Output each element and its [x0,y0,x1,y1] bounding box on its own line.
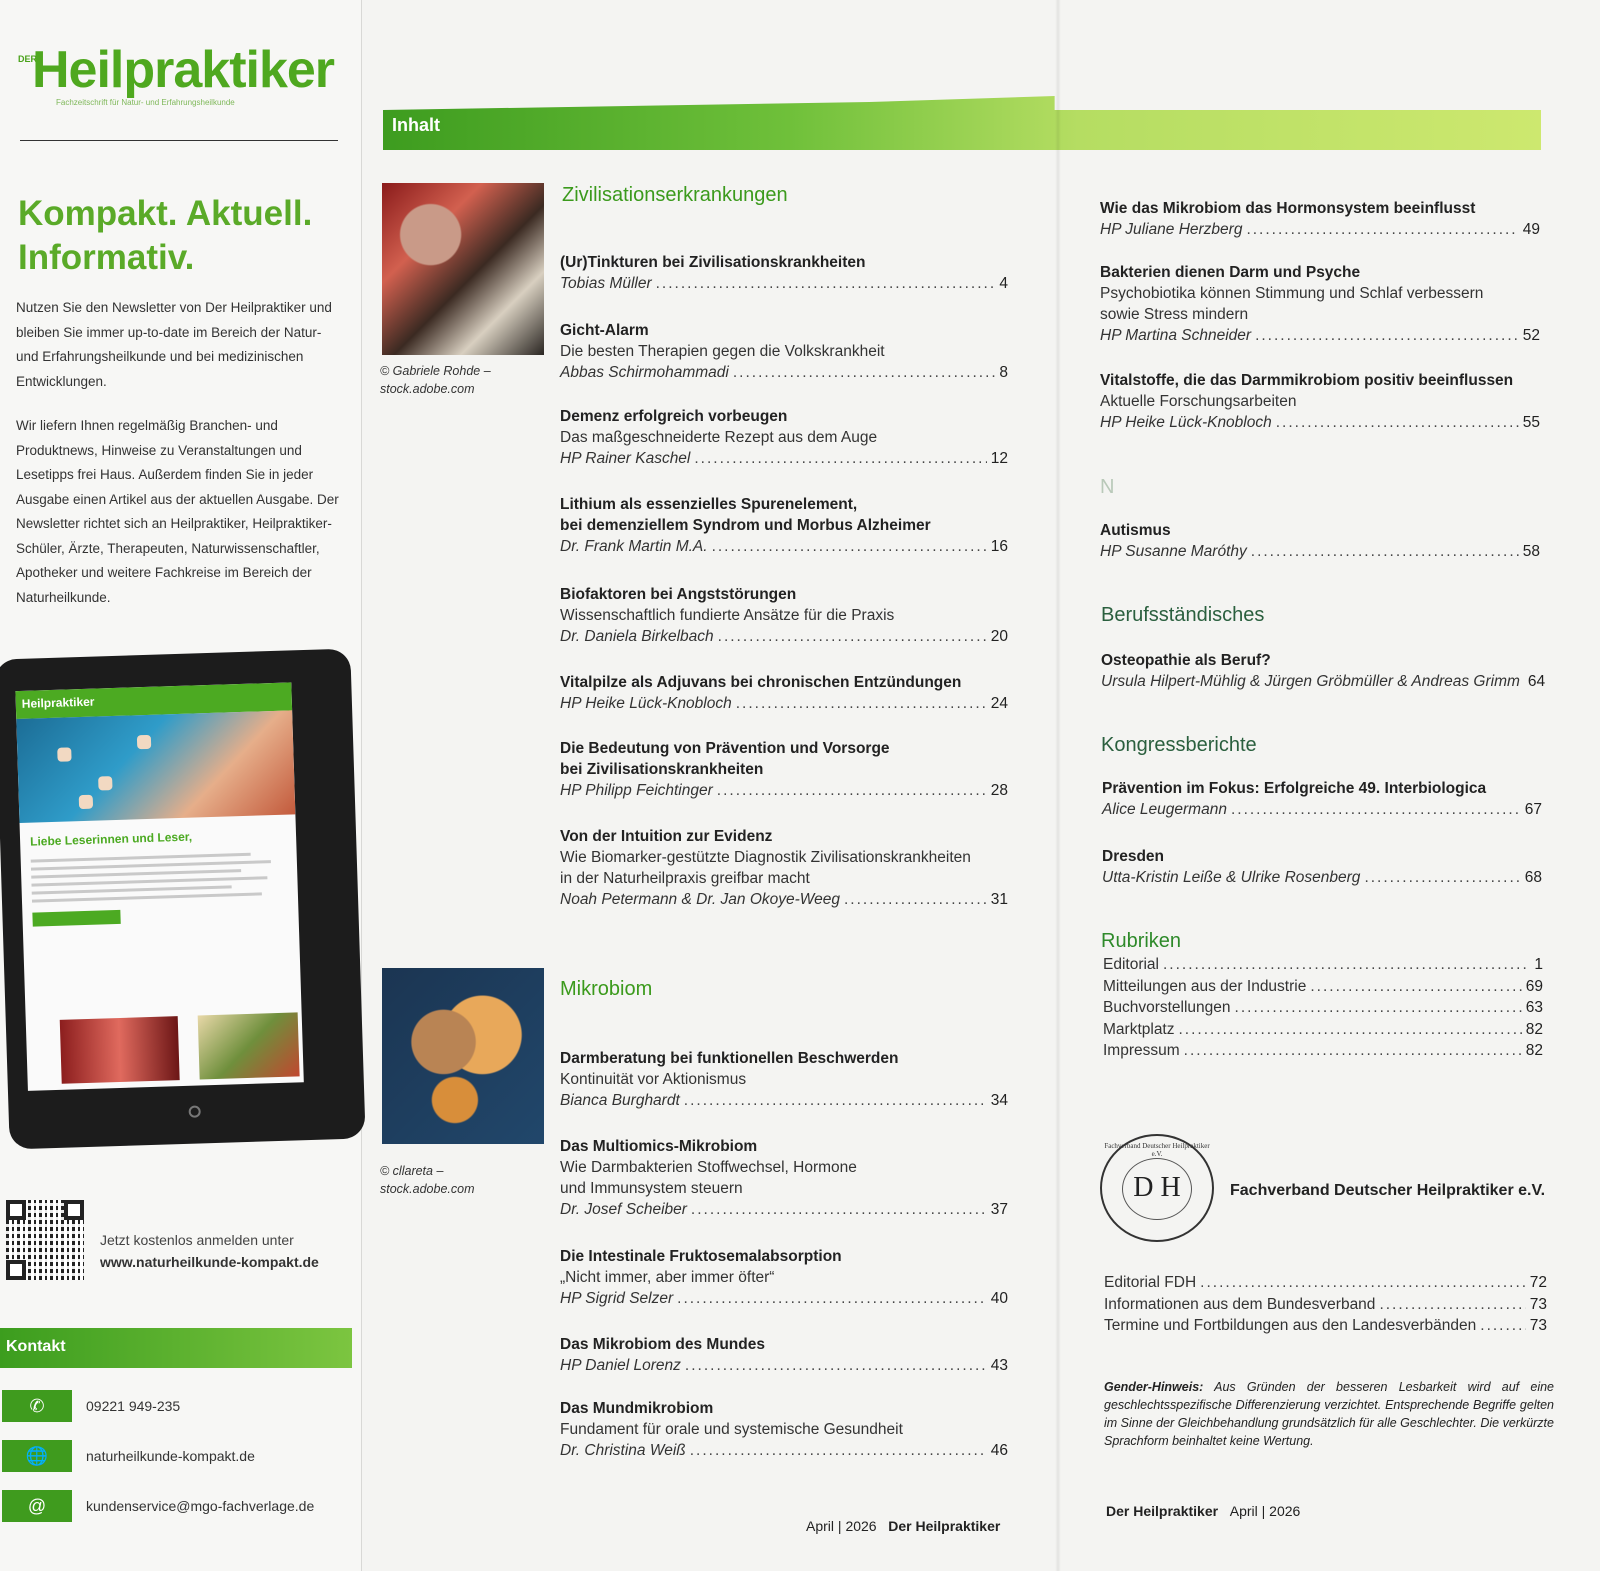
entry-subtitle: Fundament für orale und systemische Gesundheit [560,1421,903,1438]
section-photo-mikrobiom [382,968,544,1144]
entry-author: HP Heike Lück-Knobloch [1100,414,1272,431]
toc-row [1104,1315,1547,1336]
leader-dots [717,780,987,801]
entry-subtitle: Das maßgeschneiderte Rezept aus dem Auge [560,429,878,446]
toc-entry [560,1246,1008,1309]
contact-web [0,1440,352,1472]
tablet-cta-button [32,910,120,927]
leader-dots [1235,997,1522,1018]
divider [20,140,338,141]
leader-dots [733,362,996,383]
row-label: Buchvorstellungen [1103,999,1231,1016]
toc-entry [1100,520,1540,562]
tablet-photo [198,1012,300,1079]
entry-author-row [560,1440,1008,1461]
entry-page-number: 52 [1522,327,1540,344]
section-heading-rubriken: Rubriken [1101,930,1182,952]
qr-code [6,1200,84,1280]
entry-page-number: 8 [999,364,1008,381]
entry-subtitle: Aktuelle Forschungsarbeiten [1100,393,1297,410]
entry-author: HP Daniel Lorenz [560,1357,681,1374]
toc-entry [560,1398,1008,1461]
contact-email-text: kundenservice@mgo-fachverlage.de [86,1498,315,1514]
entry-title: Das Mikrobiom des Mundes [560,1336,765,1353]
entry-author: HP Susanne Maróthy [1100,543,1247,560]
entry-subtitle: Die besten Therapien gegen die Volkskrankheit [560,343,885,360]
flyer-paragraph-2: Wir liefern Ihnen regelmäßig Branchen- und Produktnews, Hinweise zu Veranstaltungen und Lesetipps frei Haus. Außerdem finden Sie in jeder Ausgabe einen Artikel aus der aktuellen Ausgabe. Der Newsletter richtet sich an Heilpraktiker, Heilpraktiker-Schüler, Ärzte, Therapeuten, Naturwissenschaftler, Apotheker und weitere Fachkreise im Bereich der Naturheilkunde. [16,418,339,605]
entry-page-number: 55 [1522,414,1540,431]
flyer-tagline [18,192,338,280]
entry-author-row [560,889,1008,910]
entry-author: HP Rainer Kaschel [560,450,691,467]
entry-author-row [1102,867,1542,888]
text-line [31,876,267,886]
toc-entry [560,406,1008,469]
toc-entry [560,584,1008,647]
row-page-number: 82 [1525,1042,1543,1059]
leader-dots [1310,976,1521,997]
row-page-number: 1 [1534,956,1543,973]
entry-page-number: 43 [990,1357,1008,1374]
row-page-number: 73 [1529,1317,1547,1334]
footer-month: April [806,1518,835,1534]
entry-title: Lithium als essenzielles Spurenelement, [560,496,858,513]
footer-magazine: Der Heilpraktiker [1106,1503,1219,1519]
section-heading-zivilisation: Zivilisationserkrankungen [562,184,788,206]
entry-title: Autismus [1100,522,1171,539]
entry-subtitle: Kontinuität vor Aktionismus [560,1071,747,1088]
leader-dots [1231,799,1521,820]
page-fold [1055,0,1061,1571]
text-line [32,892,262,902]
leader-dots [1179,1019,1522,1040]
leader-dots [1480,1315,1525,1336]
leader-dots [1364,867,1520,888]
phone-icon: ✆ [2,1390,72,1422]
leader-dots [718,626,987,647]
entry-title: Prävention im Fokus: Erfolgreiche 49. Interbiologica [1102,780,1487,797]
entry-page-number: 64 [1527,673,1546,690]
entry-author: HP Juliane Herzberg [1100,221,1243,238]
section-photo-zivilisation [382,183,544,355]
kontakt-bar: Kontakt [0,1328,352,1368]
entry-author-row [560,780,1008,801]
entry-author-row [560,1288,1008,1309]
logo-der: DER [18,54,38,64]
leader-dots [677,1288,987,1309]
tagline-line-2: Informativ. [18,238,195,277]
page-title: Inhalt [392,115,440,135]
entry-page-number: 31 [990,891,1008,908]
row-page-number: 73 [1529,1295,1547,1313]
entry-page-number: 67 [1524,801,1542,818]
tablet-photos [26,1004,304,1091]
footer-right: Der Heilpraktiker April | 2026 [1106,1503,1301,1519]
toc-entry [560,826,1008,910]
toc-entry [560,320,1008,383]
entry-title: Gicht-Alarm [560,322,649,339]
toc-entry [560,494,1008,557]
entry-subtitle: Psychobiotika können Stimmung und Schlaf verbessern [1100,285,1484,302]
entry-page-number: 20 [990,628,1008,645]
entry-author: Abbas Schirmohammadi [560,364,729,381]
leader-dots [691,1199,987,1220]
toc-entry [560,1136,1008,1220]
row-page-number: 82 [1525,1020,1543,1038]
newsletter-flyer [0,0,362,1571]
row-label: Informationen aus dem Bundesverband [1104,1295,1376,1313]
toc-entry [1100,370,1540,433]
entry-author-row [560,1090,1008,1111]
entry-author-row [560,448,1008,469]
tablet-hero-image [16,710,295,823]
toc-entry [1100,198,1540,240]
toc-row [1103,976,1543,997]
contact-phone-text: 09221 949-235 [86,1398,181,1414]
entry-author: Tobias Müller [560,275,652,292]
contact-web-text: naturheilkunde-kompakt.de [86,1448,255,1464]
entry-author: HP Heike Lück-Knobloch [560,695,732,712]
photo-credit-1 [380,362,491,398]
row-page-number: 72 [1529,1274,1547,1291]
leader-dots [1246,219,1518,240]
entry-author-row [560,536,1008,557]
globe-icon: 🌐 [2,1440,72,1472]
entry-page-number: 58 [1522,543,1540,560]
entry-subtitle: Wie Biomarker-gestützte Diagnostik Zivilisationskrankheiten [560,849,971,866]
toc-row [1104,1272,1547,1293]
leader-dots [656,273,996,294]
tablet-screen [15,682,303,1090]
toc-entry [1101,650,1546,692]
tablet-home-button [189,1105,201,1117]
entry-page-number: 40 [990,1290,1008,1307]
toc-entry [1102,778,1542,820]
toc-row [1103,954,1543,975]
leader-dots [1255,325,1519,346]
credit-line: © Gabriele Rohde – [380,364,491,378]
entry-page-number: 28 [990,782,1008,799]
entry-author-row [560,626,1008,647]
flyer-paragraph-1: Nutzen Sie den Newsletter von Der Heilpraktiker und bleiben Sie immer up-to-date im Bereich der Natur- und Erfahrungsheilkunde und bei medizinischen Entwicklungen. [16,300,332,389]
row-label: Marktplatz [1103,1020,1175,1038]
row-page-number: 63 [1525,999,1543,1016]
leader-dots [1379,1294,1525,1315]
entry-author-row [560,693,1008,714]
entry-title: Dresden [1102,848,1165,865]
entry-title: Das Mundmikrobiom [560,1400,714,1417]
leader-dots [1200,1272,1526,1293]
entry-title: bei Zivilisationskrankheiten [560,761,764,778]
photo-credit-2 [380,1162,475,1198]
entry-author: Dr. Josef Scheiber [560,1201,687,1218]
toc-entry [560,1048,1008,1111]
toc-entry [560,672,1008,714]
row-label: Editorial [1103,956,1159,973]
entry-author: Noah Petermann & Dr. Jan Okoye-Weeg [560,891,840,908]
section-heading-kongressberichte: Kongressberichte [1101,734,1257,756]
entry-title: Biofaktoren bei Angststörungen [560,586,797,603]
entry-subtitle: sowie Stress mindern [1100,306,1249,323]
entry-title: Wie das Mikrobiom das Hormonsystem beeinflusst [1100,200,1476,217]
entry-subtitle: in der Naturheilpraxis greifbar macht [560,870,810,887]
row-label: Termine und Fortbildungen aus den Landesverbänden [1104,1317,1477,1334]
entry-subtitle: und Immunsystem steuern [560,1180,743,1197]
entry-title: Die Bedeutung von Prävention und Vorsorge [560,740,890,757]
entry-page-number: 16 [990,538,1008,555]
entry-author-row [560,1199,1008,1220]
fdh-seal [1100,1134,1214,1242]
entry-page-number: 68 [1524,869,1542,886]
toc-row [1103,1019,1543,1040]
entry-author-row [1100,541,1540,562]
signup-text: Jetzt kostenlos anmelden unter [100,1232,294,1248]
tablet-header: Heilpraktiker [15,682,292,719]
contact-phone [0,1390,352,1422]
entry-title: Demenz erfolgreich vorbeugen [560,408,788,425]
leader-dots [694,448,986,469]
leader-dots [685,1355,987,1376]
logo-name: Heilpraktiker [32,41,335,99]
toc-row [1104,1294,1547,1315]
section-heading-mikrobiom: Mikrobiom [560,978,653,1000]
credit-line: stock.adobe.com [380,382,475,396]
logo-subtitle: Fachzeitschrift für Natur- und Erfahrungsheilkunde [56,98,235,107]
section-heading-n: N [1100,476,1115,498]
entry-subtitle: „Nicht immer, aber immer öfter“ [560,1269,775,1286]
gender-label: Gender-Hinweis: [1104,1380,1204,1394]
entry-author: Dr. Christina Weiß [560,1442,686,1459]
tablet-photo [60,1016,180,1084]
entry-title: Von der Intuition zur Evidenz [560,828,773,845]
entry-title: Osteopathie als Beruf? [1101,652,1271,669]
toc-row [1103,1040,1543,1061]
toc-entry [560,252,1008,294]
entry-page-number: 46 [990,1442,1008,1459]
toc-entry [560,738,1008,801]
entry-author: Bianca Burghardt [560,1092,680,1109]
entry-page-number: 49 [1522,221,1540,238]
entry-author: HP Philipp Feichtinger [560,782,713,799]
entry-author-row [560,273,1008,294]
leader-dots [712,536,987,557]
contact-email [0,1490,352,1522]
entry-author: HP Sigrid Selzer [560,1290,674,1307]
entry-author-row [1100,412,1540,433]
credit-line: © cllareta – [380,1164,444,1178]
entry-page-number: 34 [990,1092,1008,1109]
text-line [32,885,232,894]
leader-dots [844,889,987,910]
entry-subtitle: Wissenschaftlich fundierte Ansätze für die Praxis [560,607,895,624]
entry-title: Darmberatung bei funktionellen Beschwerden [560,1050,899,1067]
row-label: Mitteilungen aus der Industrie [1103,977,1307,995]
toc-row [1103,997,1543,1018]
tagline-line-1: Kompakt. Aktuell. [18,194,313,233]
entry-author-row [1101,671,1546,692]
footer-magazine: Der Heilpraktiker [888,1518,1001,1534]
entry-title: Vitalpilze als Adjuvans bei chronischen Entzündungen [560,674,962,691]
credit-line: stock.adobe.com [380,1182,475,1196]
entry-title: Die Intestinale Fruktosemalabsorption [560,1248,842,1265]
footer-year: 2026 [1269,1503,1301,1519]
leader-dots [1184,1040,1522,1061]
row-page-number: 69 [1525,977,1543,995]
entry-title: bei demenziellem Syndrom und Morbus Alzheimer [560,517,931,534]
entry-author-row [560,362,1008,383]
seal-ring-text: Fachverband Deutscher Heilpraktiker e.V. [1104,1142,1210,1158]
signup-url: www.naturheilkunde-kompakt.de [100,1254,319,1270]
toc-entry [1100,262,1540,346]
leader-dots [690,1440,987,1461]
entry-title: Vitalstoffe, die das Darmmikrobiom positiv beeinflussen [1100,372,1514,389]
entry-author-row [1100,219,1540,240]
entry-page-number: 12 [990,450,1008,467]
seal-letters: D H [1133,1172,1181,1203]
gender-text: Aus Gründen der besseren Lesbarkeit wird auf eine geschlechtsspezifische Differenzierung verzichtet. Entsprechende Begriffe gelten im Sinne der Gleichbehandlung grundsätzlich für alle Geschlechter. Die verkürzte Sprachform beinhaltet keine Wertung. [1104,1380,1554,1448]
entry-author-row [560,1355,1008,1376]
entry-author-row [1102,799,1542,820]
entry-page-number: 4 [999,275,1008,292]
row-label: Editorial FDH [1104,1274,1197,1291]
entry-author: Ursula Hilpert-Mühlig & Jürgen Gröbmüller & Andreas Grimm [1101,673,1520,690]
entry-author: HP Martina Schneider [1100,327,1252,344]
leader-dots [684,1090,987,1111]
entry-author: Dr. Frank Martin M.A. [560,538,708,555]
section-heading-berufsstaendisches: Berufsständisches [1101,604,1265,626]
leader-dots [1251,541,1519,562]
entry-title: Bakterien dienen Darm und Psyche [1100,264,1361,281]
footer-month: April [1229,1503,1258,1519]
toc-entry [1102,846,1542,888]
tablet-greeting: Liebe Leserinnen und Leser, [29,829,193,849]
entry-author-row [1100,325,1540,346]
footer-year: 2026 [845,1518,877,1534]
footer-left: April | 2026 Der Heilpraktiker [806,1518,1001,1534]
entry-page-number: 37 [990,1201,1008,1218]
toc-entry [560,1334,1008,1376]
entry-subtitle: Wie Darmbakterien Stoffwechsel, Hormone [560,1159,857,1176]
at-icon: @ [2,1490,72,1522]
entry-author: Alice Leugermann [1102,801,1227,818]
row-label: Impressum [1103,1042,1180,1059]
entry-title: Das Multiomics-Mikrobiom [560,1138,758,1155]
entry-author: Dr. Daniela Birkelbach [560,628,714,645]
entry-page-number: 24 [990,695,1008,712]
leader-dots [1276,412,1519,433]
tablet-mockup [0,649,366,1150]
entry-title: (Ur)Tinkturen bei Zivilisationskrankheiten [560,254,866,271]
fdh-name: Fachverband Deutscher Heilpraktiker e.V. [1230,1182,1546,1199]
header-band [383,96,1541,150]
gender-note [1104,1378,1554,1450]
entry-author: Utta-Kristin Leiße & Ulrike Rosenberg [1102,869,1361,886]
leader-dots [1163,954,1530,975]
leader-dots [736,693,987,714]
